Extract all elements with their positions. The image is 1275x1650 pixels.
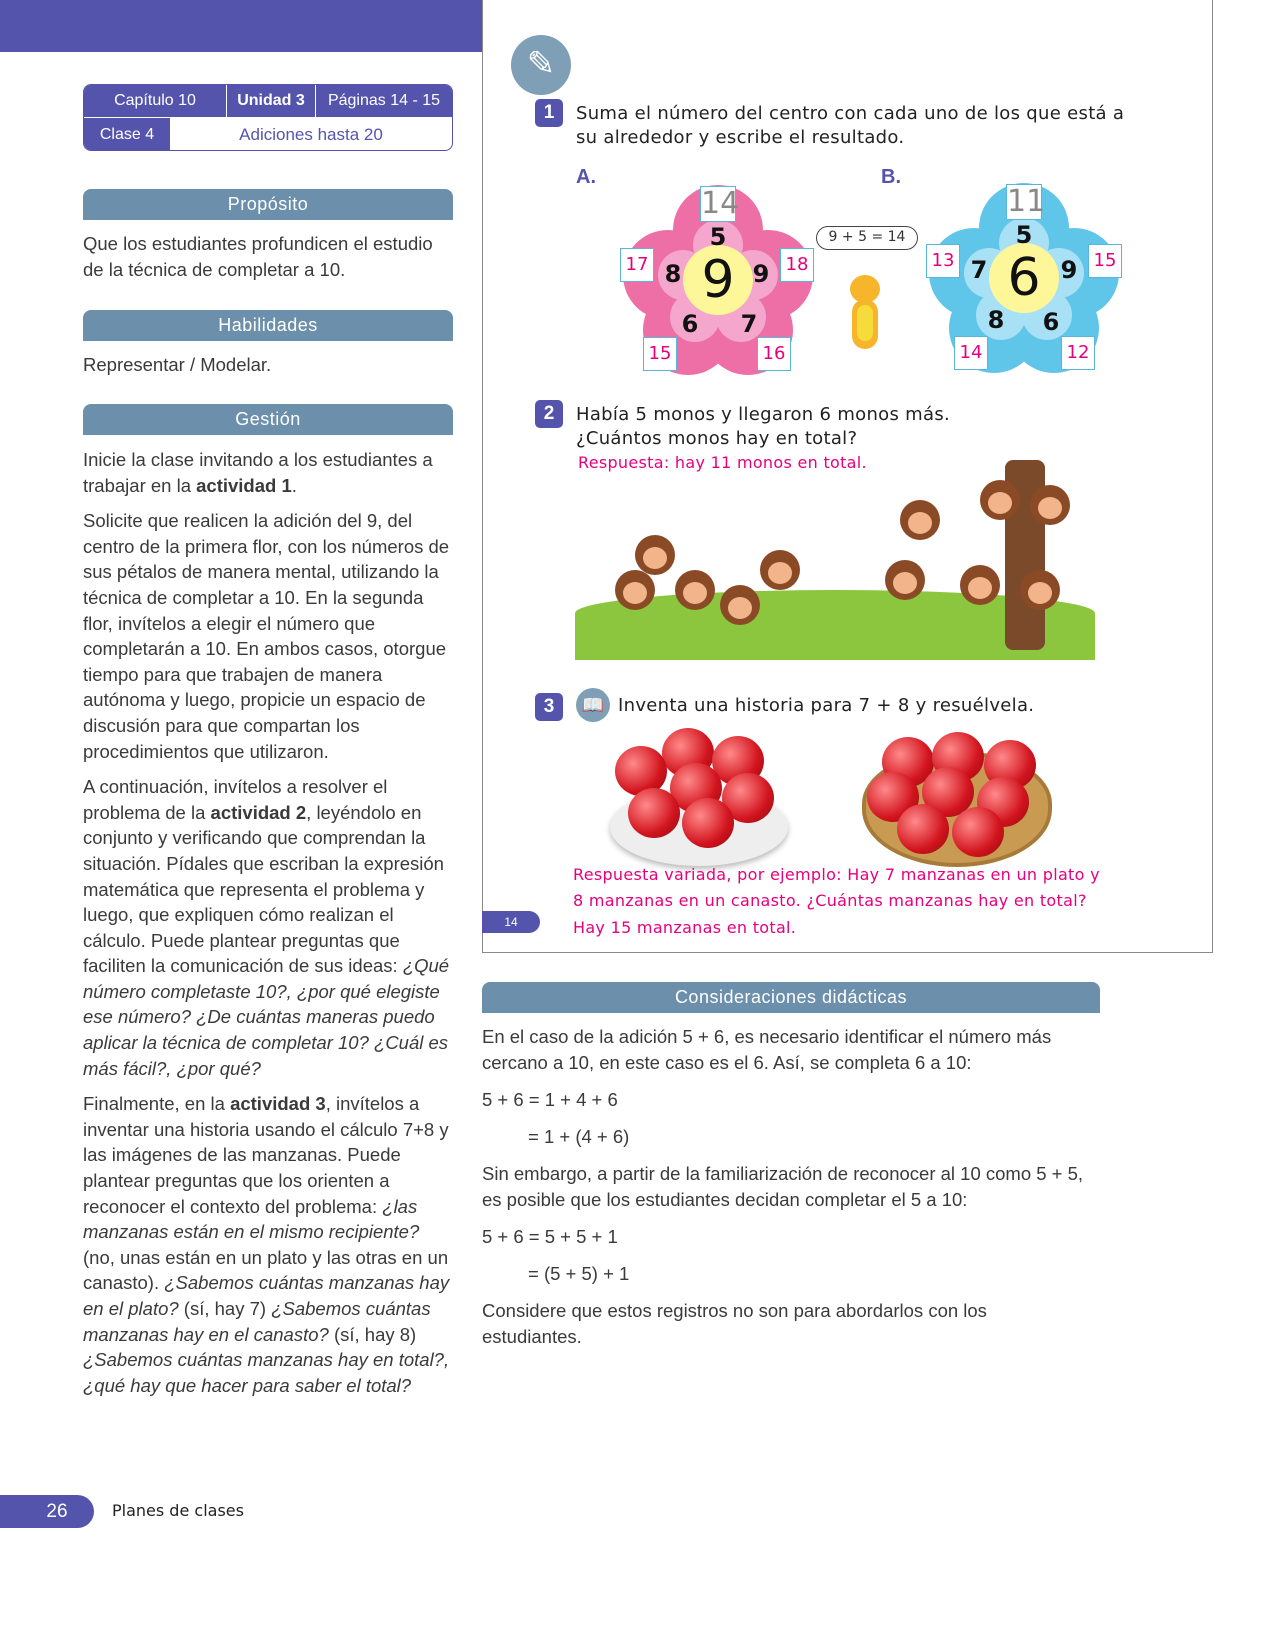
answer-box: 11 bbox=[1007, 184, 1046, 219]
text: (sí, hay 7) bbox=[178, 1298, 272, 1319]
answer-box: 15 bbox=[643, 337, 677, 371]
activity-ref: actividad 3 bbox=[230, 1093, 326, 1115]
question-3-number: 3 bbox=[535, 693, 563, 721]
book-icon: 📖 bbox=[576, 688, 610, 722]
center-number: 6 bbox=[989, 243, 1059, 313]
text: . bbox=[291, 474, 297, 496]
petal-number: 8 bbox=[664, 260, 682, 288]
answer-box: 12 bbox=[1061, 336, 1095, 370]
petal-number: 5 bbox=[709, 223, 727, 251]
petal-number: 6 bbox=[1042, 308, 1060, 336]
question-1-number: 1 bbox=[535, 99, 563, 127]
answer-box: 13 bbox=[926, 244, 960, 278]
question: ¿Sabemos cuántas manzanas hay en total?, ¿qué hay que hacer para saber el total? bbox=[83, 1349, 450, 1396]
answer-3-total: Hay 15 manzanas en total. bbox=[573, 918, 797, 937]
petal-number: 5 bbox=[1015, 221, 1033, 249]
pencil-icon: ✎ bbox=[511, 35, 571, 95]
petal-number: 9 bbox=[1060, 256, 1078, 284]
equation-1: 5 + 6 = 1 + 4 + 6 bbox=[482, 1089, 618, 1110]
text: Inicie la clase invitando a los estudiantes a trabajar en la bbox=[83, 449, 433, 496]
question-2-text: Había 5 monos y llegaron 6 monos más. ¿Cuántos monos hay en total? bbox=[576, 404, 951, 449]
gestion-heading: Gestión bbox=[83, 404, 453, 435]
text: , invítelos a inventar una historia usando el cálculo 7+8 y las imágenes de las manzanas. Puede plantear preguntas que los orienten a reconocer el contexto del problema: bbox=[83, 1093, 449, 1217]
question-3-text: Inventa una historia para 7 + 8 y resuélvela. bbox=[618, 695, 1035, 716]
flower-b bbox=[924, 178, 1124, 378]
question-2-number: 2 bbox=[535, 400, 563, 428]
question-1-text: Suma el número del centro con cada uno de los que está a su alrededor y escribe el resultado. bbox=[576, 103, 1125, 148]
answer-2: Respuesta: hay 11 monos en total. bbox=[578, 453, 867, 472]
proposito-heading: Propósito bbox=[83, 189, 453, 220]
petal-number: 7 bbox=[970, 256, 988, 284]
plate-of-apples bbox=[610, 728, 790, 868]
pages-cell: Páginas 14 - 15 bbox=[327, 92, 441, 109]
activity-ref: actividad 2 bbox=[210, 801, 307, 823]
text: A continuación, invítelos a resolver el problema de la bbox=[83, 776, 388, 823]
answer-box: 17 bbox=[620, 248, 654, 282]
cat-illustration bbox=[840, 275, 890, 365]
flower-a bbox=[618, 180, 818, 380]
consideraciones-heading: Consideraciones didácticas bbox=[482, 982, 1100, 1013]
consideraciones-text-2: Sin embargo, a partir de la familiarización de reconocer al 10 como 5 + 5, es posible que los estudiantes decidan completar el 5 a 10: bbox=[482, 1163, 1084, 1210]
question: ¿las manzanas están en el mismo recipiente? bbox=[83, 1195, 420, 1243]
center-number: 9 bbox=[683, 245, 753, 315]
unit-cell: Unidad 3 bbox=[226, 85, 316, 117]
topic-cell: Adiciones hasta 20 bbox=[239, 124, 383, 144]
questions: ¿Qué número completaste 10?, ¿por qué elegiste ese número? ¿De cuántas maneras puedo aplicar la técnica de completar 10? ¿Cuál es más fácil?, ¿por qué? bbox=[83, 955, 450, 1079]
activity-ref: actividad 1 bbox=[196, 474, 292, 496]
answer-box: 16 bbox=[757, 337, 791, 371]
consideraciones-text-3: Considere que estos registros no son para abordarlos con los estudiantes. bbox=[482, 1300, 987, 1347]
question: ¿Sabemos cuántas manzanas hay en el canasto? bbox=[83, 1298, 431, 1345]
speech-bubble: 9 + 5 = 14 bbox=[816, 226, 918, 250]
class-cell: Clase 4 bbox=[84, 118, 170, 151]
petal-number: 9 bbox=[752, 260, 770, 288]
gestion-p3 bbox=[83, 774, 455, 1081]
footer-page-number: 26 bbox=[0, 1495, 94, 1528]
student-page-number: 14 bbox=[482, 911, 540, 933]
label-b: B. bbox=[881, 166, 901, 188]
label-a: A. bbox=[576, 166, 596, 188]
habilidades-text: Representar / Modelar. bbox=[83, 354, 272, 375]
question: ¿Sabemos cuántas manzanas hay en el plato? bbox=[83, 1272, 450, 1319]
proposito-text: Que los estudiantes profundicen el estudio de la técnica de completar a 10. bbox=[83, 233, 433, 280]
equation-4: = (5 + 5) + 1 bbox=[528, 1263, 630, 1284]
chapter-cell: Capítulo 10 bbox=[114, 92, 196, 109]
gestion-text bbox=[83, 447, 455, 1408]
equation-2: = 1 + (4 + 6) bbox=[528, 1126, 630, 1147]
petal-number: 7 bbox=[740, 310, 758, 338]
text: , leyéndolo en conjunto y verificando que comprendan la situación. Pídales que escriban la expresión matemática que representa el problema y luego, que expliquen cómo realizan el cálculo. Puede plantear preguntas que faciliten la comunicación de sus ideas: bbox=[83, 801, 444, 977]
gestion-p1 bbox=[83, 447, 455, 498]
equation-3: 5 + 6 = 5 + 5 + 1 bbox=[482, 1226, 618, 1247]
text: (no, unas están en un plato y las otras en un canasto). bbox=[83, 1246, 449, 1294]
basket-of-apples bbox=[862, 732, 1052, 867]
answer-3-example: Respuesta variada, por ejemplo: Hay 7 manzanas en un plato y 8 manzanas en un canasto. ¿Cuántas manzanas hay en total? bbox=[573, 865, 1100, 910]
monkeys-illustration bbox=[575, 460, 1095, 660]
petal-number: 8 bbox=[987, 306, 1005, 334]
gestion-p2: Solicite que realicen la adición del 9, del centro de la primera flor, con los números de sus pétalos de manera mental, utilizando la técnica de completar a 10. En la segunda flor, invítelos a elegir el número que completarán a 10. En ambos casos, otorgue tiempo para que trabajen de manera autónoma y luego, propicie un espacio de discusión para que compartan los procedimientos que utilizaron. bbox=[83, 510, 450, 762]
text: (sí, hay 8) bbox=[328, 1323, 417, 1345]
text: Finalmente, en la bbox=[83, 1093, 231, 1115]
class-header-table bbox=[83, 84, 453, 151]
consideraciones-text-1: En el caso de la adición 5 + 6, es necesario identificar el número más cercano a 10, en este caso es el 6. Así, se completa 6 a 10: bbox=[482, 1026, 1052, 1073]
gestion-p4 bbox=[83, 1091, 455, 1398]
habilidades-heading: Habilidades bbox=[83, 310, 453, 341]
top-bar bbox=[0, 0, 482, 52]
answer-box: 14 bbox=[954, 336, 988, 370]
petal-number: 6 bbox=[681, 310, 699, 338]
footer-label: Planes de clases bbox=[112, 1501, 244, 1520]
answer-box: 18 bbox=[780, 248, 814, 282]
answer-box: 14 bbox=[701, 186, 740, 221]
answer-box: 15 bbox=[1088, 244, 1122, 278]
